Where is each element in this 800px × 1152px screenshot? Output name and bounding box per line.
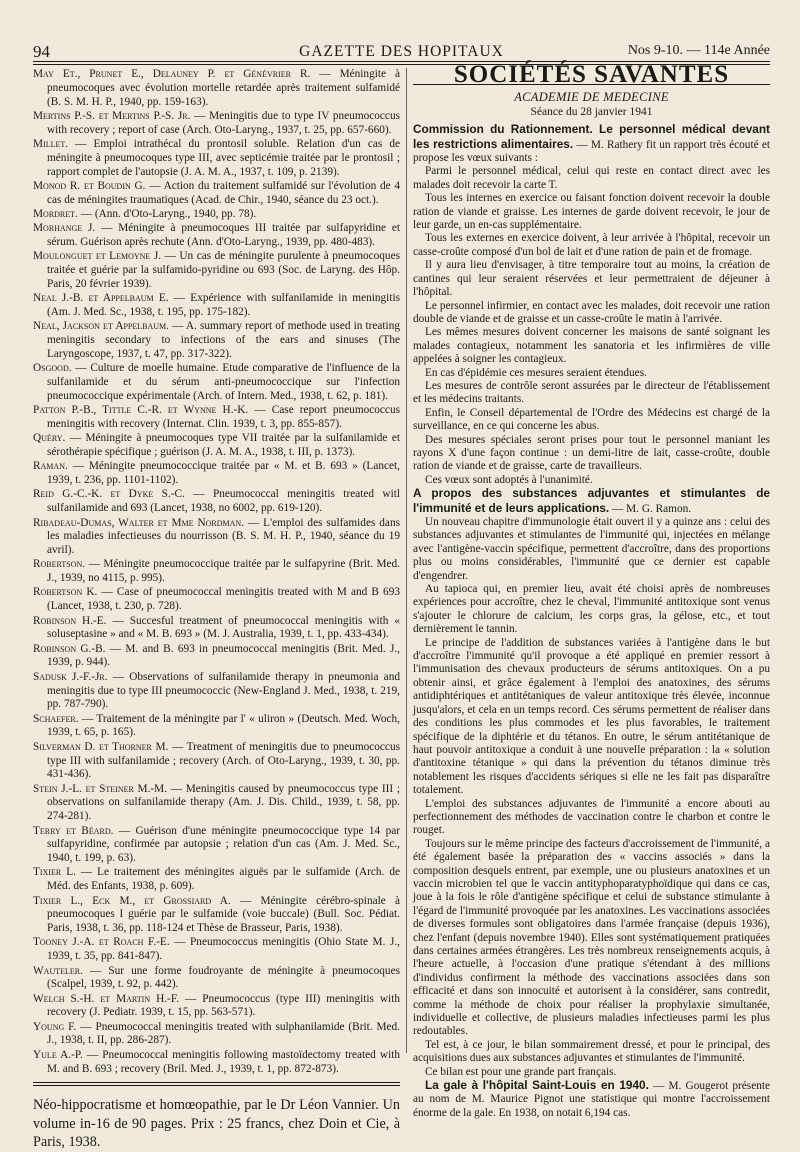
reference-authors: Schaefer. [33,712,79,725]
reference-authors: May Et., Prunet E., Delauney P. et Génévrier R. [33,68,311,80]
page-header [33,42,770,62]
reference-text: — Guérison d'une méningite pneumococcique type 14 par sulfapyridine, confirmée par autopsie ; relation d'un cas (Am. J. Med. Sc., 1940, t. 199, p. 63). [47,824,400,865]
reference-authors: Welch S.-H. et Martin H.-F. [33,992,180,1005]
report-paragraph [413,516,770,583]
reference-entry [33,68,400,109]
reference-authors: Patton P.-B., Tittle C.-R. et Wynne H.-K. [33,404,249,417]
book-notice: Néo-hippocratisme et homœopathie, par le Dr Léon Vannier. Un volume in-16 de 90 pages. Prix : 25 francs, chez Doin et Cie, à Paris, 1938. [33,1097,400,1151]
reference-entry [33,250,400,291]
reference-entry [33,936,400,964]
report-paragraph [413,326,770,366]
reference-authors: Morhange J. [33,222,96,235]
reference-entry [33,741,400,782]
left-column [33,68,400,1152]
reference-authors: Stein J.-L. et Steiner M.-M. [33,782,168,795]
bibliography [33,68,400,1076]
seance-date: Séance du 28 janvier 1941 [530,105,653,118]
reference-authors: Sadusk J.-F.-Jr. [33,670,108,683]
reference-entry [33,965,400,993]
reference-entry [33,993,400,1021]
report-text: Il y aura lieu d'envisager, à titre temporaire tout au moins, la création de cantines qui leur seraient réservées et leur permettraient de déjeuner à l'hôpital. [413,259,770,299]
reference-authors: Millet. [33,137,69,150]
reference-entry [33,671,400,712]
reference-text: — Pneumococcus meningitis (Ohio State M. J., 1939, t. 35, pp. 841-847). [47,936,400,963]
session-report [413,123,770,1120]
reference-entry [33,825,400,866]
reference-authors: Tixier L., Eck M., et Grossiard A. [33,894,231,907]
reference-text: — Pneumococcal meningitis treated witl sulfanilamide and 693 (Lancet, 1938, no 6002, pp. 619-120). [47,488,400,515]
reference-entry [33,362,400,403]
reference-entry [33,643,400,671]
section-title: SOCIÉTÉS SAVANTES [453,61,730,88]
report-item-heading: A propos des substances adjuvantes et stimulantes de l'immunité et de leurs applications. [413,486,770,515]
reference-text: — Le traitement des méningites aiguës par le sulfamide (Arch. de Méd. des Enfants, 1938, p. 609). [47,866,400,893]
report-paragraph [413,192,770,232]
reference-authors: Neal J.-B. et Appelbaum E. [33,292,169,305]
report-paragraph [413,434,770,474]
report-text: Ces vœux sont adoptés à l'unanimité. [425,473,593,486]
reference-entry [33,222,400,250]
reference-entry [33,866,400,894]
reference-entry [33,292,400,320]
report-text: — M. G. Ramon. [609,502,692,515]
reference-authors: Quéry. [33,432,66,445]
report-text: Toujours sur le même principe des facteurs d'accroissement de l'immunité, a été également basée la préparation des « vaccins associés » dans la composition desquels entrent, par exemple, une ou plusieurs anatoxines et un vaccin microbien tel que le vaccin antityphoparatyphoïdique qui dans ce cas, joue à la fois le rôle d'antigène spécifique et celui de substance stimulante à l'égard de l'immunité provoquée par les anatoxines. Les vaccinations associées de diverses formules sont obligatoires dans l'armée française (depuis 1936), chez l'enfant (depuis novembre 1940). Elles sont systématiquement pratiquées dans certaines armées étrangères. Les très nombreux renseignements acquis, à l'heure actuelle, à l'occasion d'une pratique s'étendant à des millions d'individus confirment la méthode des vaccinations associées dans son efficacité et dans son innocuité et autorisent à la considérer, sans contredit, comme la méthode de choix pour réaliser la prophylaxie simultanée, individuelle et collective, de plusieurs maladies infectieuses parmi les plus redoutables. [413,837,770,1038]
reference-authors: Monod R. et Boudin G. [33,179,146,192]
reference-entry [33,895,400,936]
reference-entry [33,432,400,460]
reference-entry [33,1049,400,1077]
report-paragraph [413,300,770,327]
report-paragraph [413,798,770,838]
page-number: 94 [33,42,50,61]
column-divider [406,68,407,1053]
reference-text: — Méningite à pneumocoques type VII traitée par la sulfanilamide et sérothérapie spécifique ; guérison (J. A. M. A., 1938, t. III, p. 1373). [47,432,400,459]
reference-authors: Terry et Béard. [33,824,114,837]
reference-authors: Yule A.-P. [33,1048,83,1061]
reference-text: — Pneumococcal meningitis following mastoïdectomy treated with M. and B. 693 ; recovery (Bril. Med. J., 1939, t. 1, pp. 872-873). [47,1048,401,1075]
right-column [413,61,771,1120]
report-item-heading: Commission du Rationnement. Le personnel médical devant les restrictions alimentaires. [413,122,770,151]
reference-authors: Reid G.-C.-K. et Dyke S.-C. [33,488,185,501]
reference-text: — Culture de moelle humaine. Etude comparative de l'influence de la sulfanilamide et du sérum anti-pneumococcique sur l'infection pneumococcique expérimentale (Arch. of Intern. Med., 1938, t. 62, p. 181). [47,362,400,402]
journal-title: GAZETTE DES HOPITAUX [299,43,504,60]
reference-entry [33,208,400,222]
notice-rule-top [33,1082,400,1083]
reference-text: — Traitement de la méningite par l' « uliron » (Deutsch. Med. Woch, 1939, t. 65, p. 165). [47,712,400,739]
reference-entry [33,1021,400,1049]
reference-text: — Méningite pneumococcique traitée par « M. et B. 693 » (Lancet, 1939, t. 236, pp. 1101-1102). [47,460,400,487]
report-text: Enfin, le Conseil départemental de l'Ordre des Médecins est chargé de la surveillance, en ce qui concerne les abus. [413,406,770,433]
reference-entry [33,713,400,741]
report-paragraph [413,367,770,380]
reference-authors: Neal, Jackson et Appelbaum. [33,320,169,333]
reference-authors: Robinson G.-B. [33,642,106,655]
report-paragraph [413,259,770,299]
reference-authors: Mertins P.-S. et Mertins P.-S. Jr. [33,109,191,122]
reference-text: — Méningite pneumococcique traitée par le sulfapyrine (Brit. Med. J., 1939, no 4115, p. 995). [47,558,400,585]
reference-text: — Meningitis due to type IV pneumococcus with recovery ; report of case (Arch. Oto-Laryng., 1937, t. 25, pp. 657-660). [47,109,400,136]
report-paragraph [413,838,770,1039]
report-paragraph [413,1039,770,1066]
reference-text: — A. summary report of methode used in treating meningitis secondary to infections of the ears and sinuses (The Laryngoscope, 1937, t. 47, pp. 317-322). [47,320,400,360]
reference-text: — Case report pneumococcus meningitis with recovery (Internat. Clin. 1939, t. 3, pp. 855-857). [47,404,400,430]
report-item [413,487,770,516]
reference-text: — Observations of sulfanilamide therapy in pneumonia and meningitis due to type III pneumococcic (New-England J. Med., 1938, t. 219, pp. 787-790). [47,670,400,711]
reference-authors: Tooney J.-A. et Roach F.-E. [33,936,170,949]
notice-rule-bottom [33,1085,400,1086]
report-item [413,123,770,165]
reference-entry [33,558,400,586]
reference-authors: Ribadeau-Dumas, Walter et Mme Nordman. [33,516,244,529]
reference-authors: Robertson K. [33,586,98,599]
report-text: Tous les internes en exercice ou faisant fonction doivent recevoir la double ration de viande et graisse. Les internes de garde doivent recevoir, le jour de leur garde, un en-cas supplémentaire. [413,192,770,232]
reference-entry [33,615,400,643]
issue-number: Nos 9-10. — 114e Année [627,43,770,58]
report-text: Parmi le personnel médical, celui qui reste en contact direct avec les malades doit recevoir la carte T. [413,165,770,191]
report-text: — M. Rathery fit un rapport très écouté et propose les vœux suivants : [413,138,770,165]
report-text: Les mêmes mesures doivent concerner les maisons de santé soignant les malades contagieux, notamment les sanatoria et les infirmières de ville appelées à soigner les contagieux. [413,326,770,366]
academy-heading: ACADEMIE DE MEDECINE [514,90,669,105]
reference-authors: Young F. [33,1020,77,1033]
report-paragraph [413,1066,770,1079]
reference-text: — Méningite cérébro-spinale à pneumocoques I guérie par le sulfamide (voie buccale) (Bull. Soc. Pédiat. Paris, 1938, t. 36, pp. 118-124 et Thèse de Brasseur, Paris, 1938). [47,894,400,935]
reference-text: — Action du traitement sulfamidé sur l'évolution de 4 cas de méningites traumatiques (Acad. de Chir., 1940, séance du 23 oct.). [47,179,400,206]
report-paragraph [413,232,770,259]
reference-entry [33,488,400,516]
report-item [413,1079,770,1120]
reference-text: — Emploi intrathécal du prontosil soluble. Relation d'un cas de méningite à pneumocoques type III, avec septicémie traitée par le prontosil ; rapport complet de l'autopsie (J. A. M. A., 1937, t. 109, p. 2139). [47,137,400,178]
reference-text: — Méningite à pneumocoques III traitée par sulfapyridine et sérum. Guérison après rechute (Ann. d'Oto-Laryng., 1939, pp. 480-483). [47,222,400,249]
report-text: Les mesures de contrôle seront assurées par le directeur de l'établissement et les médecins traitants. [413,379,770,406]
reference-text: — M. and B. 693 in pneumococcal meningitis (Brit. Med. J., 1939, p. 944). [47,642,400,669]
reference-authors: Osgood. [33,362,72,375]
reference-text: — Sur une forme foudroyante de méningite à pneumocoques (Scalpel, 1939, t. 92, p. 442). [47,964,400,991]
reference-entry [33,110,400,138]
reference-text: — (Ann. d'Oto-Laryng., 1940, pp. 78). [77,207,257,220]
report-paragraph [413,407,770,434]
report-text: Le personnel infirmier, en contact avec les malades, doit recevoir une ration double de viande et de graisse et un casse-croûte le matin à l'arrivée. [413,299,770,325]
reference-authors: Raman. [33,460,68,473]
reference-text: — Un cas de méningite purulente à pneumocoques traitée et guérie par la sulfamido-pyridine ou 693 (Soc. de Laryng. des Hôp. Paris, 20 février 1939). [47,250,400,290]
reference-entry [33,586,400,614]
reference-authors: Moulonguet et Lemoyne J. [33,250,162,263]
reference-authors: Robinson H.-E. [33,614,107,627]
reference-text: — Expérience with sulfanilamide in meningitis (Am. J. Med. Sc., 1938, t. 195, pp. 175-182). [47,292,400,319]
reference-entry [33,460,400,488]
reference-text: — Pneumococcus (type III) meningitis with recovery (J. Pediatr. 1939, t. 15, pp. 563-571). [47,992,400,1019]
report-text: Tous les externes en exercice doivent, à leur arrivée à l'hôpital, recevoir un casse-croûte composé d'un bol de lait et d'une ration de pain et de fromage. [413,232,770,258]
reference-authors: Silverman D. et Thorner M. [33,740,169,753]
reference-entry [33,517,400,558]
report-text: Au tapioca qui, en premier lieu, avait été choisi après de nombreuses expériences pour accroître, chez le cheval, l'immunité antitoxique sont venus s'ajouter le chlorure de calcium, les corps gras, la gélose, etc., et tout dernièrement le tannin. [413,583,770,636]
report-text: Le principe de l'addition de substances variées à l'antigène dans le but d'accroître l'immunité qu'il provoque a été appliqué en premier ressort à l'immunisation des chevaux producteurs de sérums antitoxiques. On a pu obtenir ainsi, et grâce également à l'emploi des anatoxines, des sérums antidiphtériques et antitétaniques de valeur antitoxique très élevée, inconnue jusqu'alors, et cela en un temps record. Ces sérums permettent de réaliser dans des conditions les plus commodes et les plus favorables, le traitement spécifique de la diphtérie et du tétanos. En outre, le sérum antitétanique de haut pouvoir antitoxique a conduit à une nouvelle préparation : la « solution d'antitoxine tétanique » qui dans la prévention du tétanos diminue très notablement les risques d'accidents sériques si elle ne les fait pas disparaître totalement. [413,636,770,797]
reference-text: — Treatment of meningitis due to pneumococcus type III with sulfanilamide ; recovery (Arch. of Oto-Laryng., 1939, t. 30, pp. 431-436). [47,740,400,781]
report-text: Un nouveau chapitre d'immunologie était ouvert il y a quinze ans : celui des substances adjuvantes et stimulantes de l'immunité qui, injectées en mélange avec l'antigène-vaccin spécifique, permettent d'accroître, dans des proportions plus ou moins considérables, l'immunité que ce dernier est capable d'engendrer. [413,516,770,582]
report-paragraph [413,165,770,192]
reference-entry [33,180,400,208]
reference-entry [33,320,400,361]
reference-authors: Tixier L. [33,866,76,879]
report-item-heading: La gale à l'hôpital Saint-Louis en 1940. [425,1078,649,1093]
report-text: En cas d'épidémie ces mesures seraient étendues. [425,366,647,379]
reference-text: — Meningitis caused by pneumococcus type III ; observations on sulfanilamide therapy (Am. J. Dis. Child., 1939, t. 58, pp. 274-281). [47,782,401,823]
reference-text: — Succesful treatment of pneumococcal meningitis with « soluseptasine » and « M. B. 693 » (M. J. Australia, 1939, t. 1, pp. 433-434). [47,614,401,641]
report-paragraph [413,583,770,637]
report-paragraph [413,380,770,407]
report-text: — M. Gougerot présente au nom de M. Maurice Pignot une statistique qui montre l'accroissement énorme de la gale. En 1938, on notait 6,194 cas. [413,1080,771,1119]
reference-authors: Wauteler. [33,964,83,977]
reference-authors: Robertson. [33,558,86,571]
reference-text: — L'emploi des sulfamides dans les maladies infectieuses du nourrisson (B. S. M. H. P., 1940, séance du 19 avril). [47,516,400,557]
report-text: Tel est, à ce jour, le bilan sommairement dressé, et pour le principal, des acquisitions dues aux substances adjuvantes et stimulantes de l'immunité. [413,1038,770,1065]
reference-entry [33,783,400,824]
reference-entry [33,404,400,432]
reference-text: — Case of pneumococcal meningitis treated with M and B 693 (Lancet, 1938, t. 230, p. 728). [47,586,400,613]
report-text: Ce bilan est pour une grande part français. [425,1065,617,1078]
reference-authors: Mordret. [33,207,78,220]
report-text: Des mesures spéciales seront prises pour tout le personnel maniant les rayons X d'une façon continue : un demi-litre de lait, casse-croûte, double ration de viande et de graisse, carte de travailleurs. [413,433,770,473]
report-paragraph [413,474,770,487]
reference-entry [33,138,400,179]
reference-text: — Pneumococcal meningitis treated with sulphanilamide (Brit. Med. J., 1938, t. II, pp. 286-287). [47,1020,400,1047]
report-paragraph [413,637,770,798]
reference-text: — Méningite à pneumocoques avec évolution mortelle retardée après traitement sulfamidé (B. S. M. H. P., 1940, pp. 159-163). [47,68,401,108]
report-text: L'emploi des substances adjuvantes de l'immunité a encore abouti au perfectionnement des méthodes de vaccination contre le charbon et contre le rouget. [413,797,770,837]
